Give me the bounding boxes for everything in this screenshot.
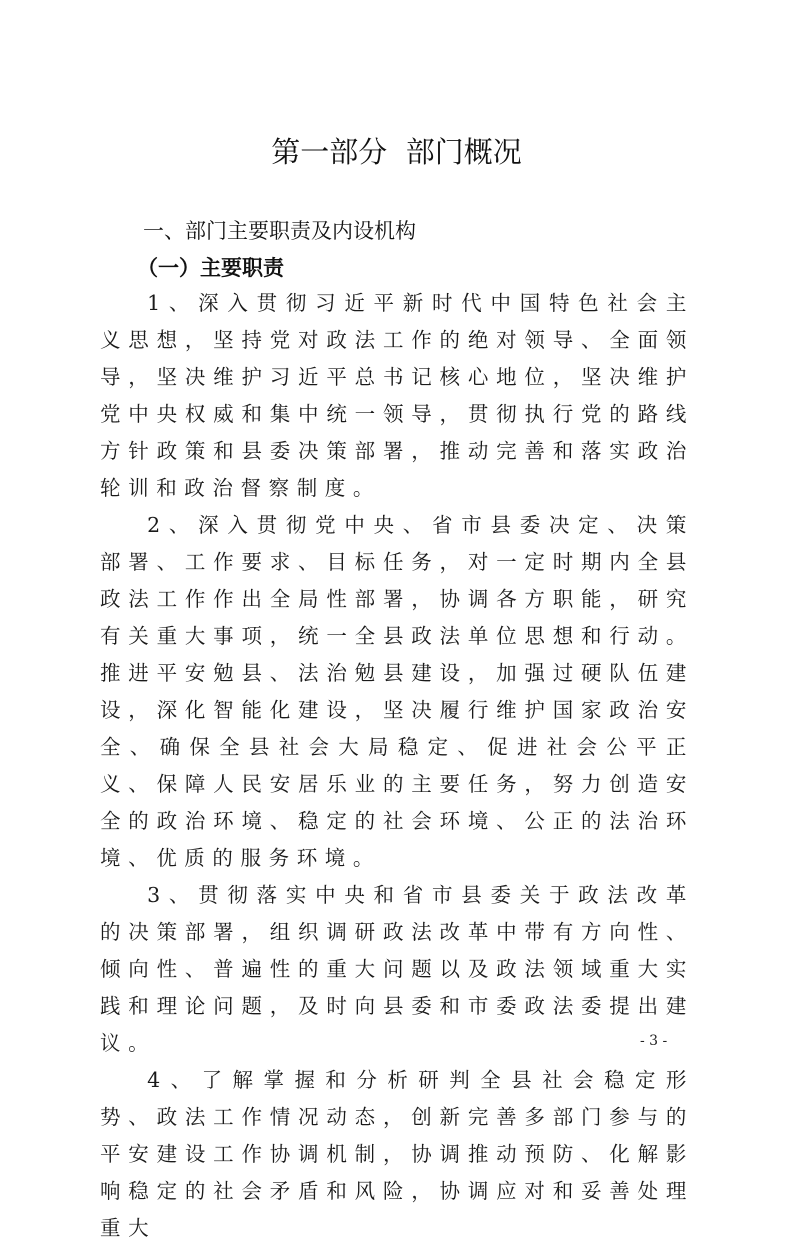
- subsection-heading: （一）主要职责: [137, 255, 284, 280]
- page-title: 第一部分 部门概况: [271, 135, 522, 169]
- body-text: [100, 285, 694, 1247]
- paragraph-3: 3、贯彻落实中央和省市县委关于政法改革的决策部署，组织调研政法改革中带有方向性、倾向性、普遍性的重大问题以及政法领域重大实践和理论问题，及时向县委和市委政法委提出建议。: [100, 883, 694, 1055]
- paragraph-2: 2、深入贯彻党中央、省市县委决定、决策部署、工作要求、目标任务，对一定时期内全县政法工作作出全局性部署，协调各方职能，研究有关重大事项，统一全县政法单位思想和行动。推进平安勉县、法治勉县建设，加强过硬队伍建设，深化智能化建设，坚决履行维护国家政治安全、确保全县社会大局稳定、促进社会公平正义、保障人民安居乐业的主要任务，努力创造安全的政治环境、稳定的社会环境、公正的法治环境、优质的服务环境。: [100, 513, 694, 870]
- page-number: - 3 -: [640, 1033, 668, 1049]
- paragraph-1: 1、深入贯彻习近平新时代中国特色社会主义思想，坚持党对政法工作的绝对领导、全面领导，坚决维护习近平总书记核心地位，坚决维护党中央权威和集中统一领导，贯彻执行党的路线方针政策和县委决策部署，推动完善和落实政治轮训和政治督察制度。: [100, 291, 694, 500]
- paragraph-4: 4、了解掌握和分析研判全县社会稳定形势、政法工作情况动态，创新完善多部门参与的平安建设工作协调机制，协调推动预防、化解影响稳定的社会矛盾和风险，协调应对和妥善处理重大: [100, 1068, 694, 1240]
- section-heading: 一、部门主要职责及内设机构: [143, 219, 416, 243]
